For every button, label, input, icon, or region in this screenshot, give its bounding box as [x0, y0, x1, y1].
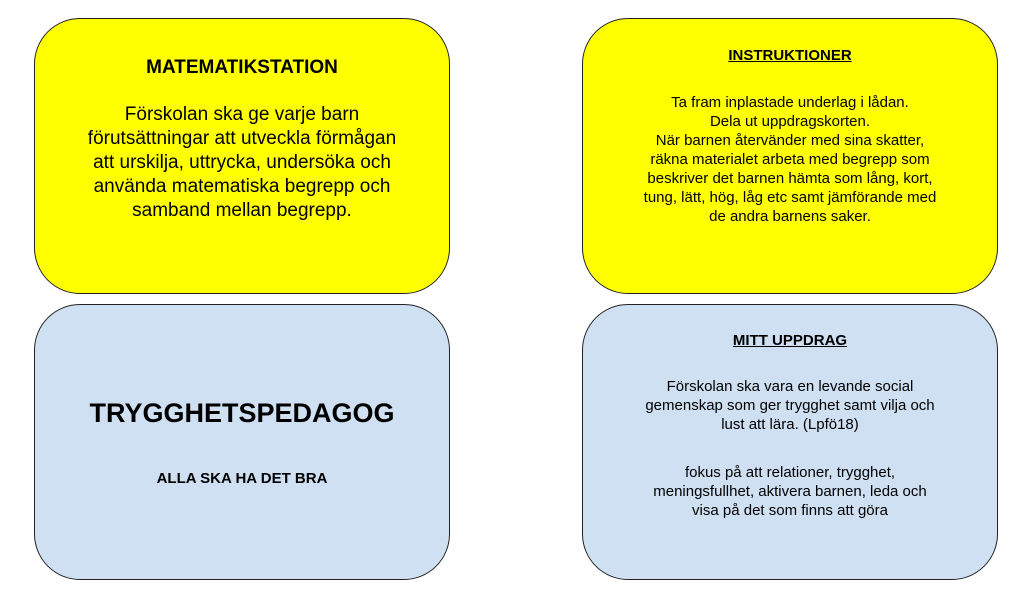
mitt-uppdrag-paragraph-2 [593, 463, 987, 520]
text-line: gemenskap som ger trygghet samt vilja och [645, 397, 935, 414]
mitt-uppdrag-title: MITT UPPDRAG [732, 332, 848, 349]
text-line: Ta fram inplastade underlag i lådan. [671, 94, 909, 111]
matematikstation-title: MATEMATIKSTATION [146, 57, 338, 78]
trygghetspedagog-card [34, 304, 450, 580]
matematikstation-text [49, 103, 435, 223]
text-line: Förskolan ska vara en levande social [666, 378, 914, 395]
text-line: När barnen återvänder med sina skatter, [655, 132, 925, 149]
text-line: att urskilja, uttrycka, undersöka och [93, 152, 391, 173]
text-line: samband mellan begrepp. [132, 200, 352, 221]
text-line: beskriver det barnen hämta som lång, kort, [647, 170, 933, 187]
matematikstation-card [34, 18, 450, 294]
text-line: förutsättningar att utveckla förmågan [87, 128, 397, 149]
text-line: Dela ut uppdragskorten. [709, 113, 871, 130]
instruktioner-text [593, 93, 987, 226]
text-line: visa på det som finns att göra [692, 502, 888, 519]
trygghetspedagog-subtitle: ALLA SKA HA DET BRA [156, 470, 328, 487]
text-line: lust att lära. (Lpfö18) [721, 416, 859, 433]
text-line: de andra barnens saker. [709, 208, 871, 225]
instruktioner-card [582, 18, 998, 294]
text-line: använda matematiska begrepp och [93, 176, 391, 197]
text-line: fokus på att relationer, trygghet, [684, 464, 896, 481]
mitt-uppdrag-paragraph-1 [593, 377, 987, 434]
text-line: räkna materialet arbeta med begrepp som [650, 151, 930, 168]
trygghetspedagog-title: TRYGGHETSPEDAGOG [89, 398, 395, 428]
text-line: Förskolan ska ge varje barn [124, 104, 360, 125]
mitt-uppdrag-card [582, 304, 998, 580]
text-line: tung, lätt, hög, låg etc samt jämförande med [643, 189, 937, 206]
text-line: meningsfullhet, aktivera barnen, leda och [653, 483, 927, 500]
instruktioner-title: INSTRUKTIONER [728, 47, 852, 64]
